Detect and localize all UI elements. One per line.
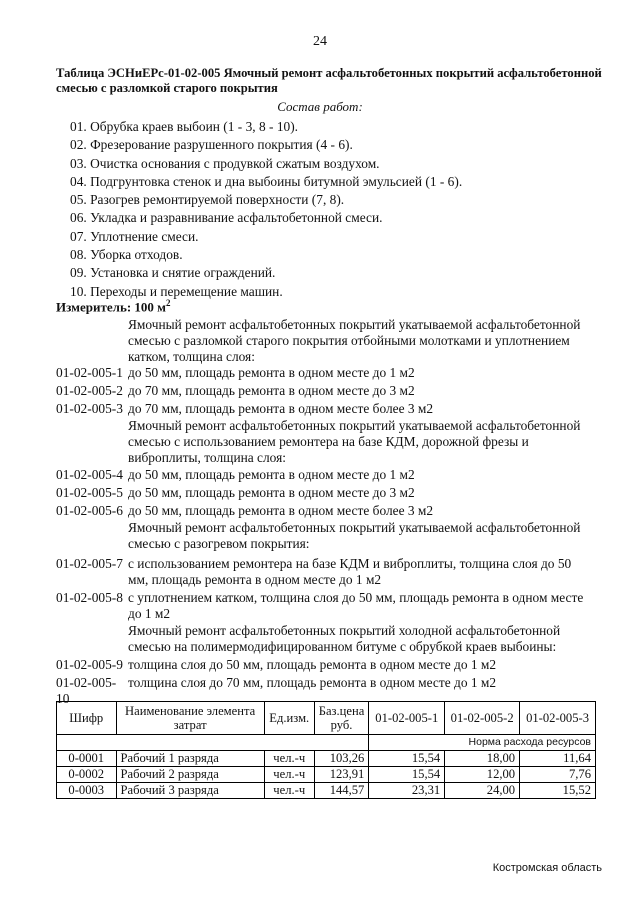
footer-region: Костромская область xyxy=(492,862,602,874)
table-cell: Рабочий 2 разряда xyxy=(116,767,264,783)
item-code: 01-02-005-8 xyxy=(56,590,123,605)
item-text: до 50 мм, площадь ремонта в одном месте до 1 м2 xyxy=(128,365,415,380)
item-code: 01-02-005-9 xyxy=(56,657,123,672)
measure-exponent: 2 xyxy=(166,298,171,308)
item-code: 01-02-005-7 xyxy=(56,556,123,571)
column-header: 01-02-005-1 xyxy=(369,702,445,735)
norm-label-row xyxy=(57,735,596,751)
item-text: до 50 мм, площадь ремонта в одном месте до 1 м2 xyxy=(128,467,415,482)
item-text: до 50 мм, площадь ремонта в одном месте до 3 м2 xyxy=(128,485,415,500)
table-cell: чел.-ч xyxy=(264,767,314,783)
table-cell: Рабочий 1 разряда xyxy=(116,751,264,767)
item-text: толщина слоя до 50 мм, площадь ремонта в одном месте до 1 м2 xyxy=(128,657,497,672)
table-cell: Рабочий 3 разряда xyxy=(116,783,264,799)
measure-unit xyxy=(56,298,171,315)
group-description: Ямочный ремонт асфальтобетонных покрытий укатываемой асфальтобетонной смесью с использованием ремонтера на базе КДМ, дорожной фрезы и виброплиты, толщина слоя: xyxy=(128,418,581,465)
item-row xyxy=(56,503,616,519)
table-cell: 0-0001 xyxy=(57,751,117,767)
work-item: 05. Разогрев ремонтируемой поверхности (7, 8). xyxy=(70,192,345,208)
item-text: с уплотнением катком, толщина слоя до 50 мм, площадь ремонта в одном месте до 1 м2 xyxy=(128,590,584,621)
work-item: 08. Уборка отходов. xyxy=(70,247,183,263)
column-header: Баз.цена руб. xyxy=(314,702,369,735)
measure-label: Измеритель: 100 м xyxy=(56,299,167,315)
item-row xyxy=(56,556,616,588)
item-code: 01-02-005-5 xyxy=(56,485,123,500)
norm-spacer xyxy=(57,735,369,751)
table-header-row xyxy=(57,702,596,735)
table-cell: 0-0003 xyxy=(57,783,117,799)
item-code: 01-02-005-4 xyxy=(56,467,123,482)
table-cell: 15,52 xyxy=(520,783,596,799)
item-row xyxy=(56,590,616,622)
column-header: Наименование элемента затрат xyxy=(116,702,264,735)
column-header: Шифр xyxy=(57,702,117,735)
table-cell: чел.-ч xyxy=(264,783,314,799)
group-description: Ямочный ремонт асфальтобетонных покрытий холодной асфальтобетонной смесью на полимермодифицированном битуме с обрубкой краев выбоины: xyxy=(128,623,561,654)
resource-table xyxy=(56,701,596,799)
group-description: Ямочный ремонт асфальтобетонных покрытий укатываемой асфальтобетонной смесью с разломкой старого покрытия отбойными молотками и уплотнением катком, толщина слоя: xyxy=(128,317,581,364)
work-item: 09. Установка и снятие ограждений. xyxy=(70,265,276,281)
table-row xyxy=(57,751,596,767)
work-item: 07. Уплотнение смеси. xyxy=(70,228,199,244)
column-header: 01-02-005-2 xyxy=(445,702,520,735)
table-cell: 18,00 xyxy=(445,751,520,767)
item-row xyxy=(56,401,616,417)
table-cell: 144,57 xyxy=(314,783,369,799)
item-text: до 70 мм, площадь ремонта в одном месте до 3 м2 xyxy=(128,383,415,398)
work-item: 03. Очистка основания с продувкой сжатым воздухом. xyxy=(70,155,380,171)
item-row xyxy=(56,383,616,399)
table-row xyxy=(57,767,596,783)
item-code: 01-02-005-3 xyxy=(56,401,123,416)
work-item: 02. Фрезерование разрушенного покрытия (4 - 6). xyxy=(70,137,353,153)
work-item: 01. Обрубка краев выбоин (1 - 3, 8 - 10). xyxy=(70,119,299,134)
item-row xyxy=(56,657,616,673)
table-cell: 23,31 xyxy=(369,783,445,799)
item-row xyxy=(56,467,616,483)
item-text: с использованием ремонтера на базе КДМ и виброплиты, толщина слоя до 50 мм, площадь ремонта в одном месте до 1 м2 xyxy=(128,556,572,587)
group-description: Ямочный ремонт асфальтобетонных покрытий укатываемой асфальтобетонной смесью с разогревом покрытия: xyxy=(128,520,581,551)
item-code: 01-02-005-1 xyxy=(56,365,123,380)
table-cell: 7,76 xyxy=(520,767,596,783)
work-item: 06. Укладка и разравнивание асфальтобетонной смеси. xyxy=(70,210,383,226)
work-item: 04. Подгрунтовка стенок и дна выбоины битумной эмульсией (1 - 6). xyxy=(70,173,463,189)
table-row xyxy=(57,783,596,799)
column-header: Ед.изм. xyxy=(264,702,314,735)
item-text: до 70 мм, площадь ремонта в одном месте более 3 м2 xyxy=(128,401,434,416)
item-row xyxy=(56,365,616,381)
item-text: до 50 мм, площадь ремонта в одном месте более 3 м2 xyxy=(128,503,434,518)
table-cell: 123,91 xyxy=(314,767,369,783)
table-cell: 11,64 xyxy=(520,751,596,767)
norm-label: Норма расхода ресурсов xyxy=(369,735,596,751)
table-cell: 103,26 xyxy=(314,751,369,767)
table-cell: 12,00 xyxy=(445,767,520,783)
table-cell: чел.-ч xyxy=(264,751,314,767)
page-number: 24 xyxy=(313,34,327,49)
works-list xyxy=(70,118,462,301)
works-heading: Состав работ: xyxy=(277,99,363,114)
table-cell: 15,54 xyxy=(369,751,445,767)
item-row xyxy=(56,485,616,501)
column-header: 01-02-005-3 xyxy=(520,702,596,735)
item-code: 01-02-005-6 xyxy=(56,503,123,518)
table-cell: 0-0002 xyxy=(57,767,117,783)
table-cell: 24,00 xyxy=(445,783,520,799)
item-code: 01-02-005-10 xyxy=(56,675,117,706)
item-code: 01-02-005-2 xyxy=(56,383,123,398)
table-title: Таблица ЭСНиЕРс-01-02-005 Ямочный ремонт асфальтобетонных покрытий асфальтобетонной смесью с разломкой старого покрытия xyxy=(56,66,602,95)
table-cell: 15,54 xyxy=(369,767,445,783)
work-item: 10. Переходы и перемещение машин. xyxy=(70,283,283,299)
item-text: толщина слоя до 70 мм, площадь ремонта в одном месте до 1 м2 xyxy=(128,675,497,690)
